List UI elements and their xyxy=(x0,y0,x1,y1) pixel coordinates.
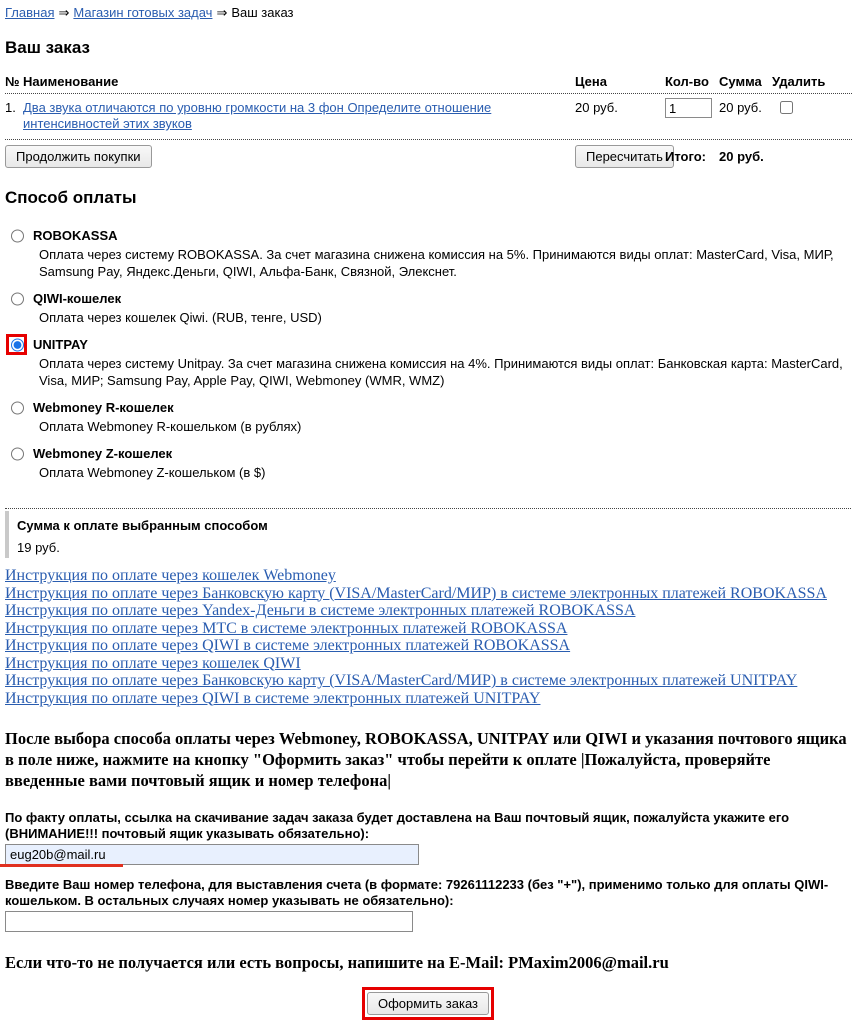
submit-row xyxy=(5,987,851,1020)
recalculate-button[interactable]: Пересчитать xyxy=(575,145,674,168)
row-price: 20 руб. xyxy=(575,100,618,115)
payment-option-robokassa xyxy=(5,228,851,280)
instruction-link-yandex-robokassa[interactable]: Инструкция по оплате через Yandex-Деньги в системе электронных платежей ROBOKASSA xyxy=(5,602,636,619)
col-header-num: № xyxy=(5,74,20,89)
quantity-input[interactable] xyxy=(665,98,712,118)
payment-option-webmoney-r xyxy=(5,400,851,435)
payment-option-name: UNITPAY xyxy=(33,337,88,352)
page-title: Ваш заказ xyxy=(5,38,90,57)
col-header-name: Наименование xyxy=(23,74,119,89)
col-header-qty: Кол-во xyxy=(665,74,709,89)
contact-note: Если что-то не получается или есть вопросы, напишите на E-Mail: PMaxim2006@mail.ru xyxy=(5,953,669,972)
order-table-footer xyxy=(5,140,852,168)
submit-order-button[interactable]: Оформить заказ xyxy=(367,992,489,1015)
instruction-link-mts-robokassa[interactable]: Инструкция по оплате через МТС в системе электронных платежей ROBOKASSA xyxy=(5,619,568,637)
continue-shopping-button[interactable]: Продолжить покупки xyxy=(5,145,152,168)
payment-option-name: QIWI-кошелек xyxy=(33,291,122,306)
email-field-wrap xyxy=(5,844,851,865)
radio-qiwi[interactable] xyxy=(11,292,24,306)
phone-field[interactable] xyxy=(5,911,413,932)
breadcrumb-current: Ваш заказ xyxy=(231,5,294,20)
radio-webmoney-z[interactable] xyxy=(11,447,24,461)
breadcrumb-separator: ⇒ xyxy=(58,5,70,20)
instruction-link-card-unitpay[interactable]: Инструкция по оплате через Банковскую карту (VISA/MasterCard/МИР) в системе электронных платежей UNITPAY xyxy=(5,672,798,689)
payment-option-name: Webmoney R-кошелек xyxy=(33,400,174,415)
col-header-remove: Удалить xyxy=(772,74,826,89)
red-annotation-box-button xyxy=(362,987,494,1020)
instruction-link-qiwi-robokassa[interactable]: Инструкция по оплате через QIWI в системе электронных платежей ROBOKASSA xyxy=(5,637,571,654)
table-row xyxy=(5,94,852,140)
instruction-link-webmoney[interactable]: Инструкция по оплате через кошелек Webmoney xyxy=(5,567,336,584)
order-table xyxy=(5,72,852,168)
breadcrumb-link-home[interactable]: Главная xyxy=(5,5,55,20)
breadcrumb-separator: ⇒ xyxy=(216,5,228,20)
row-number: 1. xyxy=(5,100,16,115)
payment-option-desc: Оплата через кошелек Qiwi. (RUB, тенге, USD) xyxy=(39,310,322,325)
payment-option-name: ROBOKASSA xyxy=(33,228,118,243)
radio-webmoney-r[interactable] xyxy=(11,401,24,415)
row-sum: 20 руб. xyxy=(719,100,762,115)
instruction-link-card-robokassa[interactable]: Инструкция по оплате через Банковскую карту (VISA/MasterCard/МИР) в системе электронных платежей ROBOKASSA xyxy=(5,584,827,602)
amount-due-value: 19 руб. xyxy=(17,540,60,555)
instruction-link-qiwi-unitpay[interactable]: Инструкция по оплате через QIWI в системе электронных платежей UNITPAY xyxy=(5,689,541,707)
breadcrumb-link-shop[interactable]: Магазин готовых задач xyxy=(73,5,213,20)
product-link[interactable]: Два звука отличаются по уровню громкости на 3 фон Определите отношение интенсивностей этих звуков xyxy=(23,100,492,131)
payment-option-name: Webmoney Z-кошелек xyxy=(33,446,173,461)
payment-option-unitpay xyxy=(5,337,851,389)
payment-option-desc: Оплата через систему ROBOKASSA. За счет магазина снижена комиссия на 5%. Принимаются виды оплат: MasterCard, Visa, МИР, Samsung Pay, Яндекс.Деньги, QIWI, Альфа-Банк, Связной, Элекснет. xyxy=(39,247,834,279)
radio-unitpay[interactable] xyxy=(11,338,24,352)
breadcrumb xyxy=(5,5,851,21)
col-header-price: Цена xyxy=(575,74,607,89)
order-table-header xyxy=(5,72,852,94)
radio-robokassa[interactable] xyxy=(11,229,24,243)
instruction-link-qiwi-wallet[interactable]: Инструкция по оплате через кошелек QIWI xyxy=(5,654,301,672)
delete-checkbox[interactable] xyxy=(780,101,793,114)
payment-option-desc: Оплата Webmoney Z-кошельком (в $) xyxy=(39,465,266,480)
payment-option-webmoney-z xyxy=(5,446,851,481)
payment-option-desc: Оплата Webmoney R-кошельком (в рублях) xyxy=(39,419,302,434)
dotted-separator xyxy=(5,508,851,509)
total-label: Итого: xyxy=(665,149,706,164)
amount-due-label: Сумма к оплате выбранным способом xyxy=(17,518,268,533)
phone-field-label: Введите Ваш номер телефона, для выставления счета (в формате: 79261112233 (без "+"), применимо только для оплаты QIWI-кошельком. В остальных случаях номер указывать не обязательно): xyxy=(5,877,829,908)
payment-option-desc: Оплата через систему Unitpay. За счет магазина снижена комиссия на 4%. Принимаются виды оплат: Банковская карта: MasterCard, Visa, МИР; Samsung Pay, Apple Pay, QIWI, Webmoney (WMR, WMZ) xyxy=(39,356,843,388)
amount-due-block xyxy=(5,511,851,558)
email-field-label: По факту оплаты, ссылка на скачивание задач заказа будет доставлена на Ваш почтовый ящик, пожалуйста укажите его (ВНИМАНИЕ!!! почтовый ящик указывать обязательно): xyxy=(5,810,790,841)
email-field[interactable] xyxy=(5,844,419,865)
instruction-links xyxy=(5,567,851,707)
payment-option-qiwi xyxy=(5,291,851,326)
col-header-sum: Сумма xyxy=(719,74,762,89)
checkout-notice: После выбора способа оплаты через Webmoney, ROBOKASSA, UNITPAY или QIWI и указания почтового ящика в поле ниже, нажмите на кнопку "Оформить заказ" чтобы перейти к оплате |Пожалуйста, проверяйте введенные вами почтовый ящик и номер телефона| xyxy=(5,729,847,790)
total-value: 20 руб. xyxy=(719,149,764,164)
payment-section-title: Способ оплаты xyxy=(5,188,137,207)
